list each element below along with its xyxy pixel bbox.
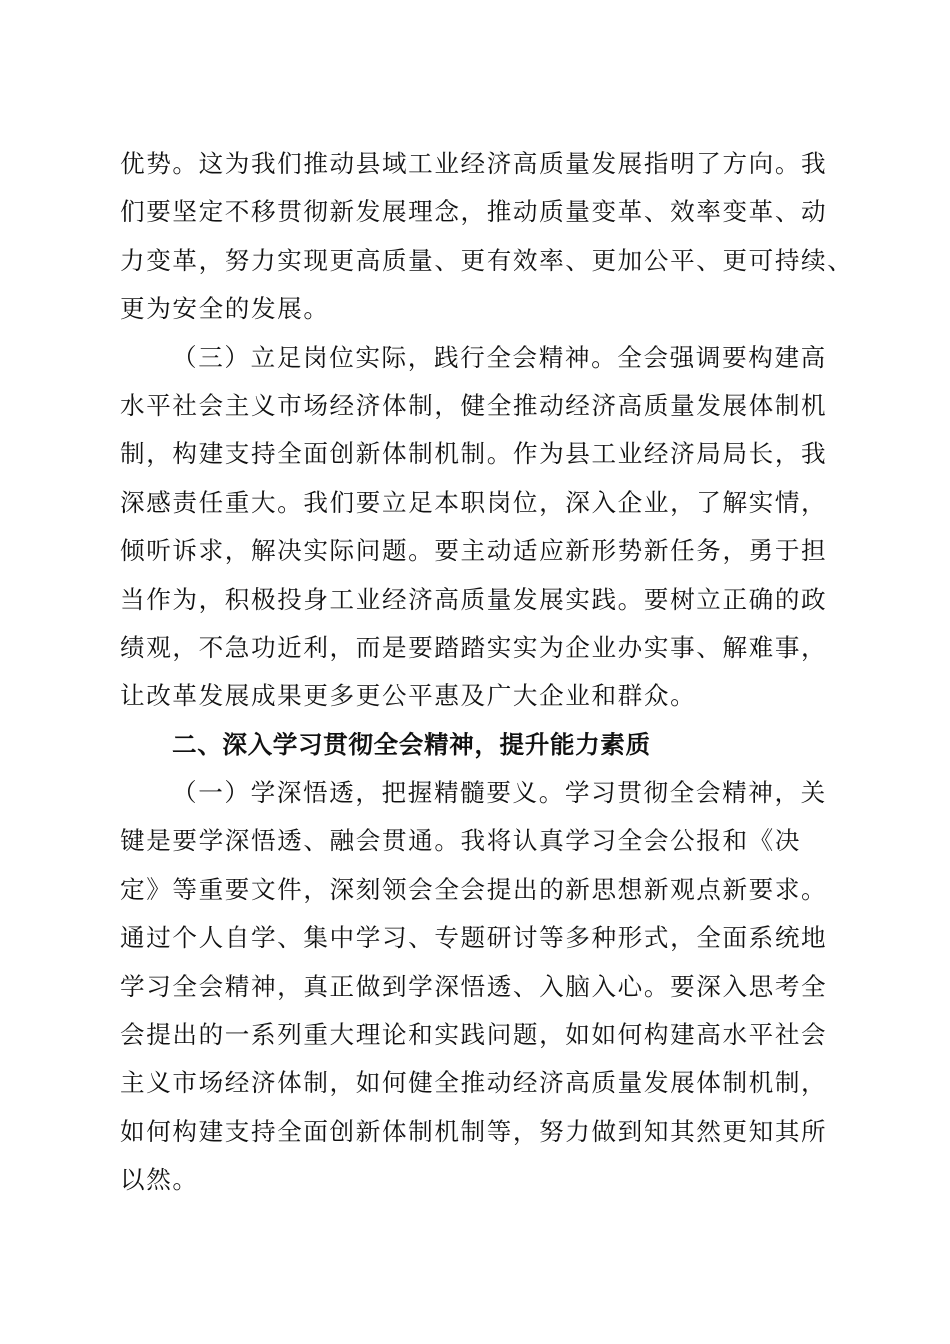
text-line: 当作为，积极投身工业经济高质量发展实践。要树立正确的政 <box>120 584 828 614</box>
text-line: 绩观，不急功近利，而是要踏踏实实为企业办实事、解难事， <box>120 632 828 662</box>
text-line: 制，构建支持全面创新体制机制。作为县工业经济局局长，我 <box>120 439 828 469</box>
subsection-line: （一）学深悟透，把握精髓要义。学习贯彻全会精神，关 <box>172 778 827 808</box>
text-line: 让改革发展成果更多更公平惠及广大企业和群众。 <box>120 681 697 711</box>
text-line: 倾听诉求，解决实际问题。要主动适应新形势新任务，勇于担 <box>120 536 828 566</box>
text-line: 键是要学深悟透、融会贯通。我将认真学习全会公报和《决 <box>120 826 802 856</box>
text-line: 力变革，努力实现更高质量、更有效率、更加公平、更可持续、 <box>120 245 854 275</box>
document-page <box>120 140 854 1205</box>
text-line: 主义市场经济体制，如何健全推动经济高质量发展体制机制， <box>120 1068 828 1098</box>
subsection-line: （三）立足岗位实际，践行全会精神。全会强调要构建高 <box>172 342 827 372</box>
text-line: 定》等重要文件，深刻领会全会提出的新思想新观点新要求。 <box>120 874 828 904</box>
text-line: 深感责任重大。我们要立足本职岗位，深入企业，了解实情， <box>120 487 828 517</box>
text-line: 水平社会主义市场经济体制，健全推动经济高质量发展体制机 <box>120 390 828 420</box>
text-line: 学习全会精神，真正做到学深悟透、入脑入心。要深入思考全 <box>120 971 828 1001</box>
text-line: 更为安全的发展。 <box>120 294 330 324</box>
text-line: 们要坚定不移贯彻新发展理念，推动质量变革、效率变革、动 <box>120 197 828 227</box>
text-line: 优势。这为我们推动县域工业经济高质量发展指明了方向。我 <box>120 149 828 178</box>
text-line: 通过个人自学、集中学习、专题研讨等多种形式，全面系统地 <box>120 923 828 953</box>
text-line: 以然。 <box>120 1165 199 1195</box>
section-heading: 二、深入学习贯彻全会精神，提升能力素质 <box>172 729 651 759</box>
text-line: 如何构建支持全面创新体制机制等，努力做到知其然更知其所 <box>120 1116 828 1146</box>
text-line: 会提出的一系列重大理论和实践问题，如如何构建高水平社会 <box>120 1020 828 1050</box>
